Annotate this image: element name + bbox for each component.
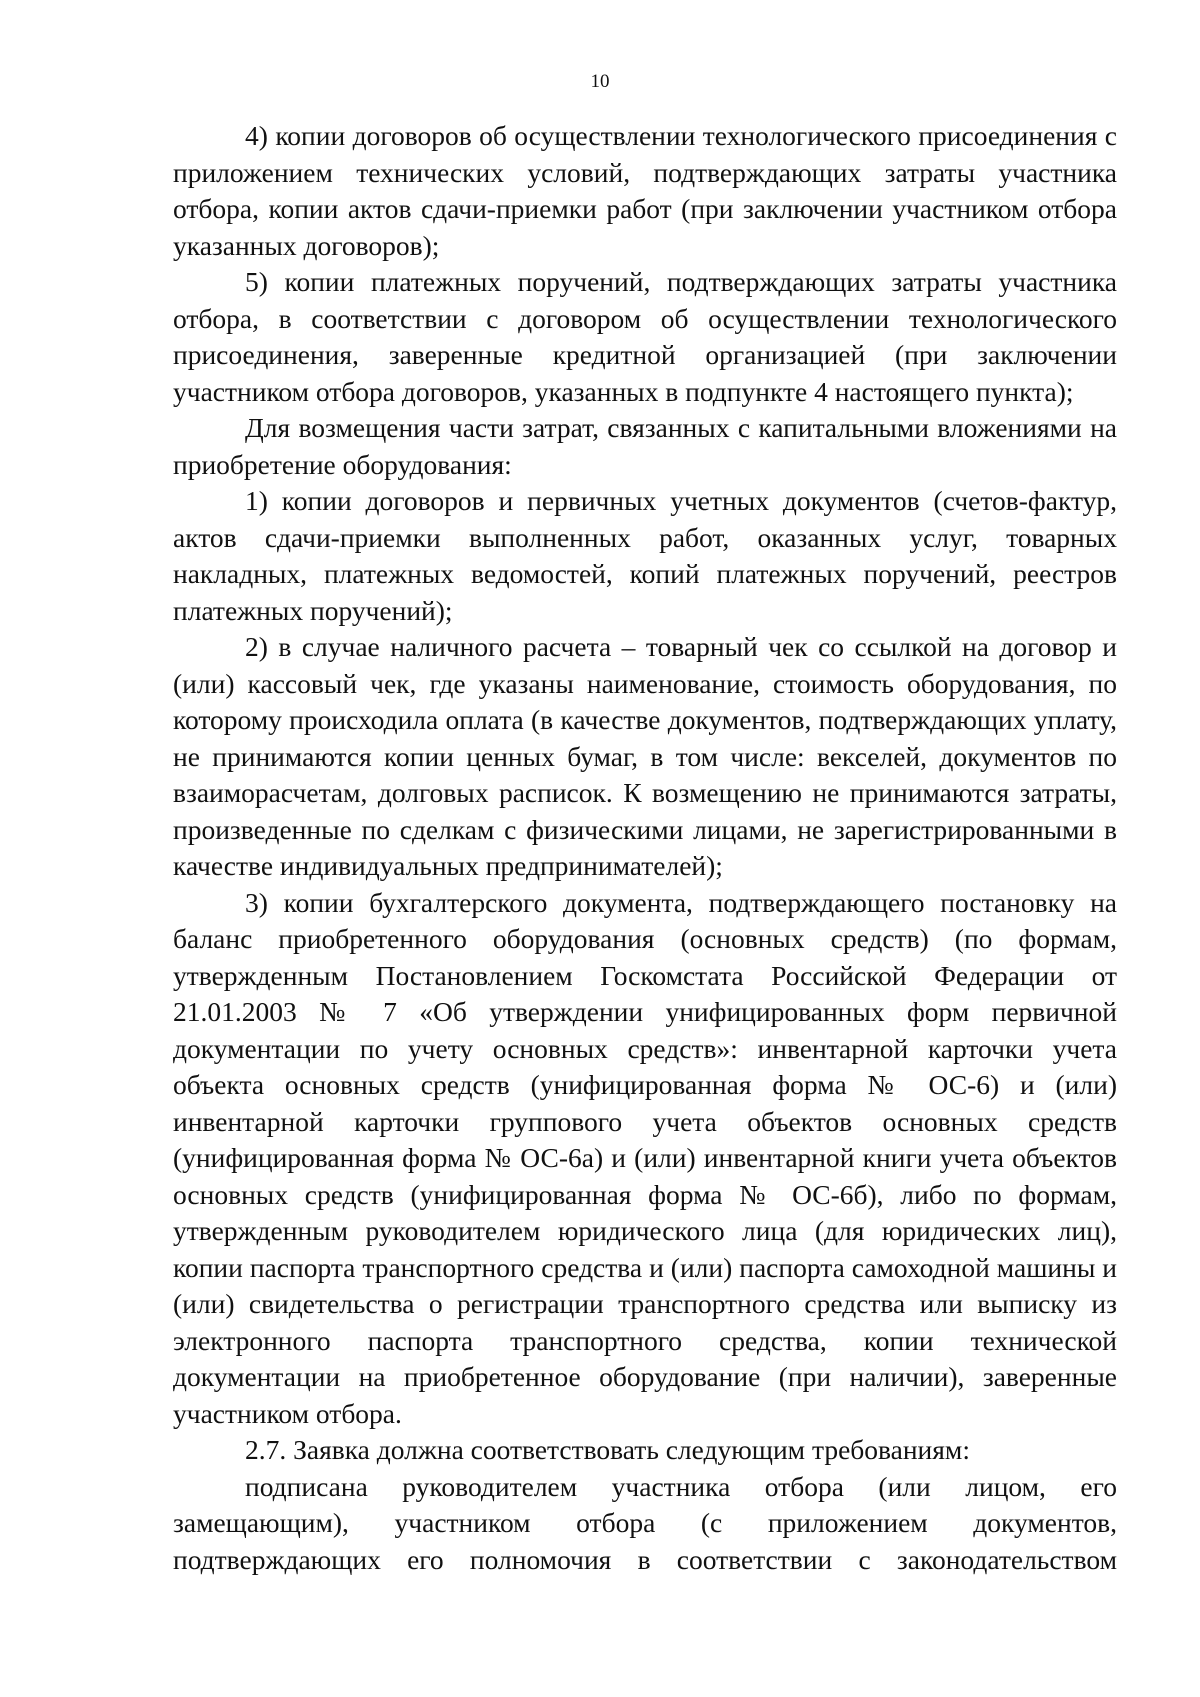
paragraph-item-3-accounting-document: 3) копии бухгалтерского документа, подтверждающего постановку на баланс приобретенного оборудования (основных средств) (по формам, утвержденным Постановлением Госкомстата Российской Федерации от 21.01.2003 № 7 «Об утверждении унифицированных форм первичной документации по учету основных средств»: инвентарной карточки учета объекта основных средств (унифицированная форма № ОС-6) и (или) инвентарной карточки группового учета объектов основных средств (унифицированная форма № ОС-6а) и (или) инвентарной книги учета объектов основных средств (унифицированная форма № ОС-6б), либо по формам, утвержденным руководителем юридического лица (для юридических лиц), копии паспорта транспортного средства и (или) паспорта самоходной машины и (или) свидетельства о регистрации транспортного средства или выписку из электронного паспорта транспортного средства, копии технической документации на приобретенное оборудование (при наличии), заверенные участником отбора. [173, 886, 1117, 1429]
paragraph-equipment-costs-intro: Для возмещения части затрат, связанных с капитальными вложениями на приобретение оборудования: [173, 412, 1117, 480]
document-body [173, 118, 1117, 1578]
paragraph-signed-by: подписана руководителем участника отбора (или лицом, его замещающим), участником отбора (с приложением документов, подтверждающих его полномочия в соответствии с законодательством [173, 1470, 1117, 1575]
paragraph-section-2-7: 2.7. Заявка должна соответствовать следующим требованиям: [245, 1434, 970, 1465]
paragraph-item-4-tech-connection-contracts: 4) копии договоров об осуществлении технологического присоединения с приложением технических условий, подтверждающих затраты участника отбора, копии актов сдачи-приемки работ (при заключении участником отбора указанных договоров); [173, 120, 1117, 261]
paragraph-item-1-contracts-and-documents: 1) копии договоров и первичных учетных документов (счетов-фактур, актов сдачи-приемки выполненных работ, оказанных услуг, товарных накладных, платежных ведомостей, копий платежных поручений, реестров платежных поручений); [173, 485, 1117, 626]
page-number: 10 [590, 71, 610, 92]
paragraph-item-2-cash-payment: 2) в случае наличного расчета – товарный чек со ссылкой на договор и (или) кассовый чек, где указаны наименование, стоимость оборудования, по которому происходила оплата (в качестве документов, подтверждающих уплату, не принимаются копии ценных бумаг, в том числе: векселей, документов по взаиморасчетам, долговых расписок. К возмещению не принимаются затраты, произведенные по сделкам с физическими лицами, не зарегистрированными в качестве индивидуальных предпринимателей); [173, 631, 1117, 881]
paragraph-item-5-payment-orders: 5) копии платежных поручений, подтверждающих затраты участника отбора, в соответствии с договором об осуществлении технологического присоединения, заверенные кредитной организацией (при заключении участником отбора договоров, указанных в подпункте 4 настоящего пункта); [173, 266, 1117, 407]
